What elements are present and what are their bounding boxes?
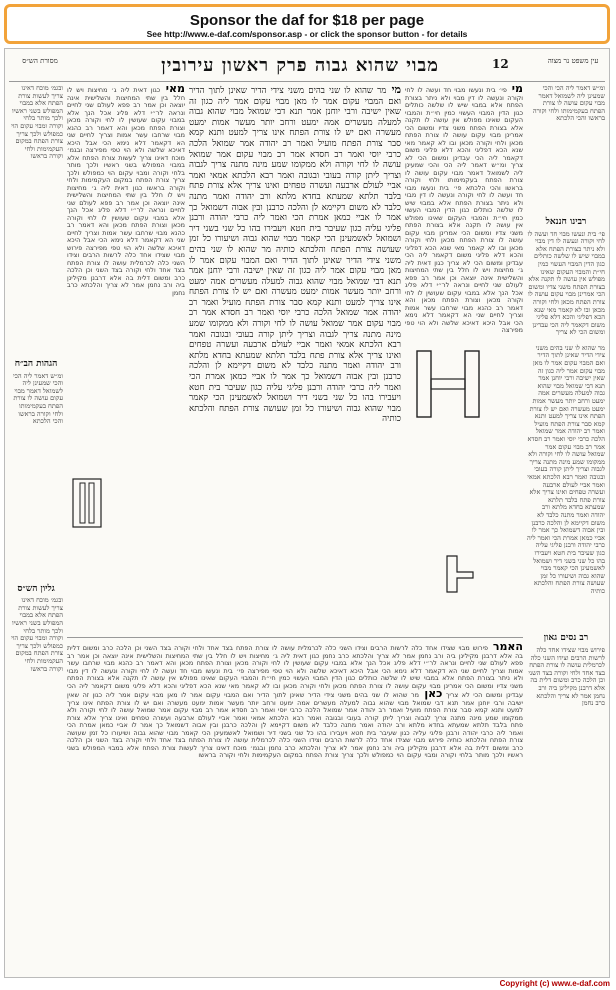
left-margin-column	[9, 85, 63, 970]
rashi-column: מי פי׳ בית ונעשו מבוי חד ועשה לו לחי וקורה ונעשה לו דין מבוי ולא ניתר בצורת הפתח אלא במבוי שיש לו שלשה כותלים כגון הדין המבוי העשוי כמין חי״ת והמבוי העקום שאינו מפולש אין עושה לו תקנה אלא בצורת הפתח משני צדיו ומשום הכי אמרינן מבוי עקום עושה לו צורת הפתח מכאן ולחי וקורה מכאן ובו לא קאמר מאי שנא הכא דפליגי והכא דלא פליגי משום דקאמר ליה הכי עבדינן ומשום הכי לא צריך ומ״ש דאמר ליה הכי והכי שמעינן ליה לשמואל דאמר מבוי עקום עושה לו צורת הפתח בעקמימותו ולחי וקורה בראשו והכי הלכתא פי׳ בית ונעשו מבוי חד ועשה לו לחי וקורה ונעשה לו דין מבוי ולא ניתר בצורת הפתח אלא במבוי שיש לו שלשה כותלים כגון הדין המבוי העשוי כמין חי״ת והמבוי העקום שאינו מפולש אין עושה לו תקנה אלא בצורת הפתח משני צדיו ומשום הכי אמרינן מבוי עקום עושה לו צורת הפתח מכאן ולחי וקורה מכאן ובו לא קאמר מאי שנא הכא דפליגי והכא דלא פליגי משום דקאמר ליה הכי עבדינן ומשום הכי לא צריך כגון דאית ליה ג׳ מחיצות ויש לו חלל בין שתי המחיצות והשלישית אינה יוצאה וכן אמר רב פפא לעולם שני לחיים ונראה לר״י דלא פליג אכל הנך אלא במבוי עקום שעושין לו לחי וקורה מכאן וצורת הפתח מכאן והא דאמר רב כהנא מבוי שרחבו עשר אמות וצריך לחיים שני הא דקאמר דלא נימא הכי אבל היכא דאיכא שלשה ולא הוי טפי מפירצה	[405, 85, 523, 631]
nissim-gaon-label: רב נסים גאון	[543, 633, 589, 644]
bottom-commentary: האמר פירוש מבוי שצידו אחד כלה לרשות הרבים וצידו השני כלה לכרמלית עושה לו צורת הפתח בצד אחד ולחי וקורה בצד השני וכן הלכה כרב ומשום דלית בה אלא דרבנן מקילינן ביה ורב נחמן אמר לא צריך והלכתא כרב נחמן כגון דאית ליה ג׳ מחיצות ויש לו חלל בין שתי המחיצות והשלישית אינה יוצאה וכן אמר רב פפא לעולם שני לחיים ונראה לר״י דלא פליג אכל הנך אלא במבוי עקום שעושין לו לחי וקורה מכאן וצורת הפתח מכאן והא דאמר רב כהנא מבוי שרחבו עשר אמות וצריך לחיים שני הא דקאמר דלא נימא הכי אבל היכא דאיכא שלשה ולא הוי טפי מפירצה פי׳ בית ונעשו מבוי חד ועשה לו לחי וקורה ונעשה לו דין מבוי ולא ניתר בצורת הפתח אלא במבוי שיש לו שלשה כותלים כגון הדין המבוי העשוי כמין חי״ת והמבוי העקום שאינו מפולש אין עושה לו תקנה אלא בצורת הפתח משני צדיו ומשום הכי אמרינן מבוי עקום עושה לו צורת הפתח מכאן ולחי וקורה מכאן ובו לא קאמר מאי שנא הכא דפליגי והכא דלא פליגי משום דקאמר ליה הכי עבדינן ומשום הכי לא צריך כאן מר שהוא לו שני בהים משני צידי הדיר שאינן לתוך הדיר ואם המבוי עקום אמר לו מאן מבוי עקום אמר ליה כגון זה שאין ישיבה ורבי יוחנן אמר תנא דבי שמואל מבוי שהוא גבוה למעלה מעשרים אמה ימעט ורחב יותר מעשר אמות ימעט מעשרה ואם יש לו צורת הפתח אינו צריך למעט ותנא קמא סבר צורת הפתח מועיל ואמר רב יהודה אמר שמואל הלכה כרבי יוסי ואמר רב חסדא אמר רב מבוי עקום אמר שמואל עושה לו לחי וקורה ולא ממקומו שמע מינה מתנה צריך לגבוה וצריך ליתן קורה בעובי ובגובה ואמר רבא הלכתא אמאי ואמר אביי לעולם ארבעה ועשרה טפחים ואינו צריך אלא צורת פתח בלבד תלתא שמעתא בחדא מלתא ורב יהודה ואמר מתנה כלבד לא משום דקיימא לן והלכה כרבנן ובין אבוה דשמואל כך אמר לו אביי כמאן אמרת הכי ואמר ליה כרבי יהודה ורבנן פליגי עליה כגון שעיבר בית חטא ויעבירו בהו כל שני בשני דיר ושמואל לאשמעינן הכי קאמר מבוי שהוא גבוה ושיעורו כל זמן שעושה צורת הפתח והלכתא כותיה פירוש מבוי שצידו אחד כלה לרשות הרבים וצידו השני כלה לכרמלית עושה לו צורת הפתח בצד אחד ולחי וקורה בצד השני וכן הלכה כרב ומשום דלית בה אלא דרבנן מקילינן ביה ורב נחמן אמר לא צריך והלכתא כרב נחמן ובגמ׳ מוכח דאינו צריך לעשות צורת הפתח אלא במבוי המפולש בשני ראשיו ולכך מותר בלחי וקורה ומבוי עקום הוי כמפולש ולכך צריך צורת הפתח במקום העקמימות ולחי וקורה בראשו	[67, 643, 523, 968]
mavoi-diagram-large	[415, 349, 481, 419]
talmud-page	[4, 48, 610, 978]
rabbeinu-chananel-text: פי׳ בית ונעשו מבוי חד ועשה לו לחי וקורה ונעשה לו דין מבוי ולא ניתר בצורת הפתח אלא במבוי שיש לו שלשה כותלים כגון הדין המבוי העשוי כמין חי״ת והמבוי העקום שאינו מפולש אין עושה לו תקנה אלא בצורת הפתח משני צדיו ומשום הכי אמרינן מבוי עקום עושה לו צורת הפתח מכאן ולחי וקורה מכאן ובו לא קאמר מאי שנא הכא דפליגי והכא דלא פליגי משום דקאמר ליה הכי עבדינן ומשום הכי לא צריך	[527, 229, 605, 337]
bottom-opener-2: כאן	[418, 687, 443, 700]
tosafot-text: כגון דאית ליה ג׳ מחיצות ויש לו חלל בין שתי המחיצות והשלישית אינה יוצאה וכן אמר רב פפא לעולם שני לחיים ונראה לר״י דלא פליג אכל הנך אלא במבוי עקום שעושין לו לחי וקורה מכאן וצורת הפתח מכאן והא דאמר רב כהנא מבוי שרחבו עשר אמות וצריך לחיים שני הא דקאמר דלא נימא הכי אבל היכא דאיכא שלשה ולא הוי טפי מפירצה	[67, 86, 185, 154]
rashi-text: פי׳ בית ונעשו מבוי חד ועשה לו לחי וקורה ונעשה לו דין מבוי ולא ניתר בצורת הפתח אלא במבוי שיש לו שלשה כותלים כגון הדין המבוי העשוי כמין חי״ת והמבוי העקום שאינו מפולש אין עושה לו תקנה אלא בצורת הפתח משני צדיו ומשום הכי אמרינן מבוי עקום עושה לו צורת הפתח מכאן ולחי וקורה מכאן ובו לא קאמר מאי שנא הכא דפליגי והכא דלא פליגי משום דקאמר ליה הכי עבדינן ומשום הכי לא צריך	[405, 86, 523, 169]
rashi-opener: מי	[506, 85, 523, 95]
header-rule	[9, 81, 605, 82]
masoret-hashas-label: מסורת הש״ס	[22, 57, 58, 65]
sponsor-title: Sponsor the daf for $18 per page	[189, 12, 425, 29]
tosafot-column: מאי כגון דאית ליה ג׳ מחיצות ויש לו חלל בין שתי המחיצות והשלישית אינה יוצאה וכן אמר רב פפא לעולם שני לחיים ונראה לר״י דלא פליג אכל הנך אלא במבוי עקום שעושין לו לחי וקורה מכאן וצורת הפתח מכאן והא דאמר רב כהנא מבוי שרחבו עשר אמות וצריך לחיים שני הא דקאמר דלא נימא הכי אבל היכא דאיכא שלשה ולא הוי טפי מפירצה ובגמ׳ מוכח דאינו צריך לעשות צורת הפתח אלא במבוי המפולש בשני ראשיו ולכך מותר בלחי וקורה ומבוי עקום הוי כמפולש ולכך צריך צורת הפתח במקום העקמימות ולחי וקורה בראשו כגון דאית ליה ג׳ מחיצות ויש לו חלל בין שתי המחיצות והשלישית אינה יוצאה וכן אמר רב פפא לעולם שני לחיים ונראה לר״י דלא פליג אכל הנך אלא במבוי עקום שעושין לו לחי וקורה מכאן וצורת הפתח מכאן והא דאמר רב כהנא מבוי שרחבו עשר אמות וצריך לחיים שני הא דקאמר דלא נימא הכי אבל היכא דאיכא שלשה ולא הוי טפי מפירצה פירוש מבוי שצידו אחד כלה לרשות הרבים וצידו השני כלה לכרמלית עושה לו צורת הפתח בצד אחד ולחי וקורה בצד השני וכן הלכה כרב ומשום דלית בה אלא דרבנן מקילינן ביה ורב נחמן אמר לא צריך והלכתא כרב נחמן	[67, 85, 185, 631]
right-margin-column: ומ״ש דאמר ליה הכי והכי שמעינן ליה לשמואל דאמר מבוי עקום עושה לו צורת הפתח בעקמימותו ולחי וקורה בראשו והכי הלכתא רבינו חננאל פי׳ בית ונעשו מבוי חד ועשה לו לחי וקורה ונעשה לו דין מבוי ולא ניתר בצורת הפתח אלא במבוי שיש לו שלשה כותלים כגון הדין המבוי העשוי כמין חי״ת והמבוי העקום שאינו מפולש אין עושה לו תקנה אלא בצורת הפתח משני צדיו ומשום הכי אמרינן מבוי עקום עושה לו צורת הפתח מכאן ולחי וקורה מכאן ובו לא קאמר מאי שנא הכא דפליגי והכא דלא פליגי משום דקאמר ליה הכי עבדינן ומשום הכי לא צריך מר שהוא לו שני בהים משני צידי הדיר שאינן לתוך הדיר ואם המבוי עקום אמר לו מאן מבוי עקום אמר ליה כגון זה שאין ישיבה ורבי יוחנן אמר תנא דבי שמואל מבוי שהוא גבוה למעלה מעשרים אמה ימעט ורחב יותר מעשר אמות ימעט מעשרה ואם יש לו צורת הפתח אינו צריך למעט ותנא קמא סבר צורת הפתח מועיל ואמר רב יהודה אמר שמואל הלכה כרבי יוסי ואמר רב חסדא אמר רב מבוי עקום אמר שמואל עושה לו לחי וקורה ולא ממקומו שמע מינה מתנה צריך לגבוה וצריך ליתן קורה בעובי ובגובה ואמר רבא הלכתא אמאי ואמר אביי לעולם ארבעה ועשרה טפחים ואינו צריך אלא צורת פתח בלבד תלתא שמעתא בחדא מלתא ורב יהודה ואמר מתנה כלבד לא משום דקיימא לן והלכה כרבנן ובין אבוה דשמואל כך אמר לו אביי כמאן אמרת הכי ואמר ליה כרבי יהודה ורבנן פליגי עליה כגון שעיבר בית חטא ויעבירו בהו כל שני בשני דיר ושמואל לאשמעינן הכי קאמר מבוי שהוא גבוה ושיעורו כל זמן שעושה צורת הפתח והלכתא כותיה רב נסים גאון פירוש מבוי שצידו אחד כלה לרשות הרבים וצידו השני כלה לכרמלית עושה לו צורת הפתח בצד אחד ולחי וקורה בצד השני וכן הלכה כרב ומשום דלית בה אלא דרבנן מקילינן ביה ורב נחמן אמר לא צריך והלכתא כרב נחמן	[527, 85, 605, 708]
bottom-opener: האמר	[488, 643, 523, 653]
margin-note: ובגמ׳ מוכח דאינו צריך לעשות צורת הפתח אלא במבוי המפולש בשני ראשיו ולכך מותר בלחי וקורה ומבוי עקום הוי כמפולש ולכך צריך צורת הפתח במקום העקמימות ולחי וקורה בראשו	[11, 85, 63, 161]
running-head: מבוי שהוא גבוה פרק ראשון עירובין	[161, 55, 439, 76]
margin-note: ומ״ש דאמר ליה הכי והכי שמעינן ליה לשמואל דאמר מבוי עקום עושה לו צורת הפתח בעקמימותו ולחי וקורה בראשו והכי הלכתא	[13, 371, 63, 426]
mavoi-diagram-small	[71, 477, 103, 529]
gemara-opener: מי	[386, 85, 401, 96]
copyright-notice: Copyright (c) www.e-daf.com	[499, 979, 610, 988]
sponsor-subtitle[interactable]: See http://www.e-daf.com/sponsor.asp - or click the sponsor button - for details	[146, 29, 468, 39]
ein-mishpat-label: עין משפט נר מצוה	[547, 57, 599, 65]
section-rule	[67, 637, 523, 638]
margin-note: ובגמ׳ מוכח דאינו צריך לעשות צורת הפתח אלא במבוי המפולש בשני ראשיו ולכך מותר בלחי וקורה ומבוי עקום הוי כמפולש ולכך צריך צורת הפתח במקום העקמימות ולחי וקורה בראשו	[11, 596, 63, 673]
gemara-text: מר שהוא לו שני בהים משני צידי הדיר שאינן לתוך הדיר ואם המבוי עקום אמר לו מאן מבוי עקום אמר ליה כגון זה שאין ישיבה ורבי יוחנן אמר תנא דבי שמואל מבוי שהוא גבוה למעלה מעשרים אמה ימעט ורחב יותר מעשר אמות ימעט מעשרה ואם יש לו צורת הפתח אינו צריך למעט ותנא קמא סבר צורת הפתח מועיל ואמר רב יהודה אמר שמואל הלכה כרבי יוסי ואמר רב חסדא אמר רב מבוי עקום אמר שמואל עושה לו לחי וקורה ולא ממקומו שמע מינה מתנה צריך לגבוה וצריך ליתן קורה בעובי ובגובה ואמר רבא הלכתא אמאי ואמר אביי לעולם ארבעה ועשרה טפחים ואינו צריך אלא צורת פתח בלבד תלתא שמעתא בחדא מלתא ורב יהודה ואמר מתנה כלבד לא משום דקיימא לן והלכה כרבנן ובין אבוה דשמואל כך אמר לו אביי כמאן אמרת הכי ואמר ליה כרבי יהודה ורבנן פליגי עליה כגון שעיבר בית חטא ויעבירו בהו כל שני בשני דיר ושמואל לאשמעינן הכי קאמר מבוי שהוא גבוה ושיעורו כל זמן שעושה צורת הפתח והלכתא כותיה	[189, 86, 401, 255]
hagahot-label: הגהות הב״ח	[14, 358, 58, 369]
tosafot-opener: מאי	[160, 85, 185, 95]
nissim-gaon-text: פירוש מבוי שצידו אחד כלה לרשות הרבים וצידו השני כלה לכרמלית עושה לו צורת הפתח בצד אחד ולחי וקורה בצד השני וכן הלכה כרב ומשום דלית בה אלא דרבנן מקילינן ביה ורב נחמן אמר לא צריך והלכתא כרב נחמן	[528, 646, 605, 708]
rabbeinu-chananel-label: רבינו חננאל	[545, 216, 587, 227]
gilyon-label: גליון הש״ס	[17, 583, 55, 594]
sponsor-banner[interactable]	[4, 4, 610, 44]
ein-mishpat-notes: ומ״ש דאמר ליה הכי והכי שמעינן ליה לשמואל דאמר מבוי עקום עושה לו צורת הפתח בעקמימותו ולחי וקורה בראשו והכי הלכתא	[532, 85, 605, 123]
gemara-column: מי מר שהוא לו שני בהים משני צידי הדיר שאינן לתוך הדיר ואם המבוי עקום אמר לו מאן מבוי עקום אמר ליה כגון זה שאין ישיבה ורבי יוחנן אמר תנא דבי שמואל מבוי שהוא גבוה למעלה מעשרים אמה ימעט ורחב יותר מעשר אמות ימעט מעשרה ואם יש לו צורת הפתח אינו צריך למעט ותנא קמא סבר צורת הפתח מועיל ואמר רב יהודה אמר שמואל הלכה כרבי יוסי ואמר רב חסדא אמר רב מבוי עקום אמר שמואל עושה לו לחי וקורה ולא ממקומו שמע מינה מתנה צריך לגבוה וצריך ליתן קורה בעובי ובגובה ואמר רבא הלכתא אמאי ואמר אביי לעולם ארבעה ועשרה טפחים ואינו צריך אלא צורת פתח בלבד תלתא שמעתא בחדא מלתא ורב יהודה ואמר מתנה כלבד לא משום דקיימא לן והלכה כרבנן ובין אבוה דשמואל כך אמר לו אביי כמאן אמרת הכי ואמר ליה כרבי יהודה ורבנן פליגי עליה כגון שעיבר בית חטא ויעבירו בהו כל שני בשני דיר ושמואל לאשמעינן הכי קאמר מבוי שהוא גבוה ושיעורו כל זמן שעושה צורת הפתח והלכתא כותיה מר שהוא לו שני בהים משני צידי הדיר שאינן לתוך הדיר ואם המבוי עקום אמר לו מאן מבוי עקום אמר ליה כגון זה שאין ישיבה ורבי יוחנן אמר תנא דבי שמואל מבוי שהוא גבוה למעלה מעשרים אמה ימעט ורחב יותר מעשר אמות ימעט מעשרה ואם יש לו צורת הפתח אינו צריך למעט ותנא קמא סבר צורת הפתח מועיל ואמר רב יהודה אמר שמואל הלכה כרבי יוסי ואמר רב חסדא אמר רב מבוי עקום אמר שמואל עושה לו לחי וקורה ולא ממקומו שמע מינה מתנה צריך לגבוה וצריך ליתן קורה בעובי ובגובה ואמר רבא הלכתא אמאי ואמר אביי לעולם ארבעה ועשרה טפחים ואינו צריך אלא צורת פתח בלבד תלתא שמעתא בחדא מלתא ורב יהודה ואמר מתנה כלבד לא משום דקיימא לן והלכה כרבנן ובין אבוה דשמואל כך אמר לו אביי כמאן אמרת הכי ואמר ליה כרבי יהודה ורבנן פליגי עליה כגון שעיבר בית חטא ויעבירו בהו כל שני בשני דיר ושמואל לאשמעינן הכי קאמר מבוי שהוא גבוה ושיעורו כל זמן שעושה צורת הפתח והלכתא כותיה	[189, 85, 401, 425]
page-number: 12	[492, 57, 509, 71]
mavoi-diagram-bent	[445, 554, 475, 594]
